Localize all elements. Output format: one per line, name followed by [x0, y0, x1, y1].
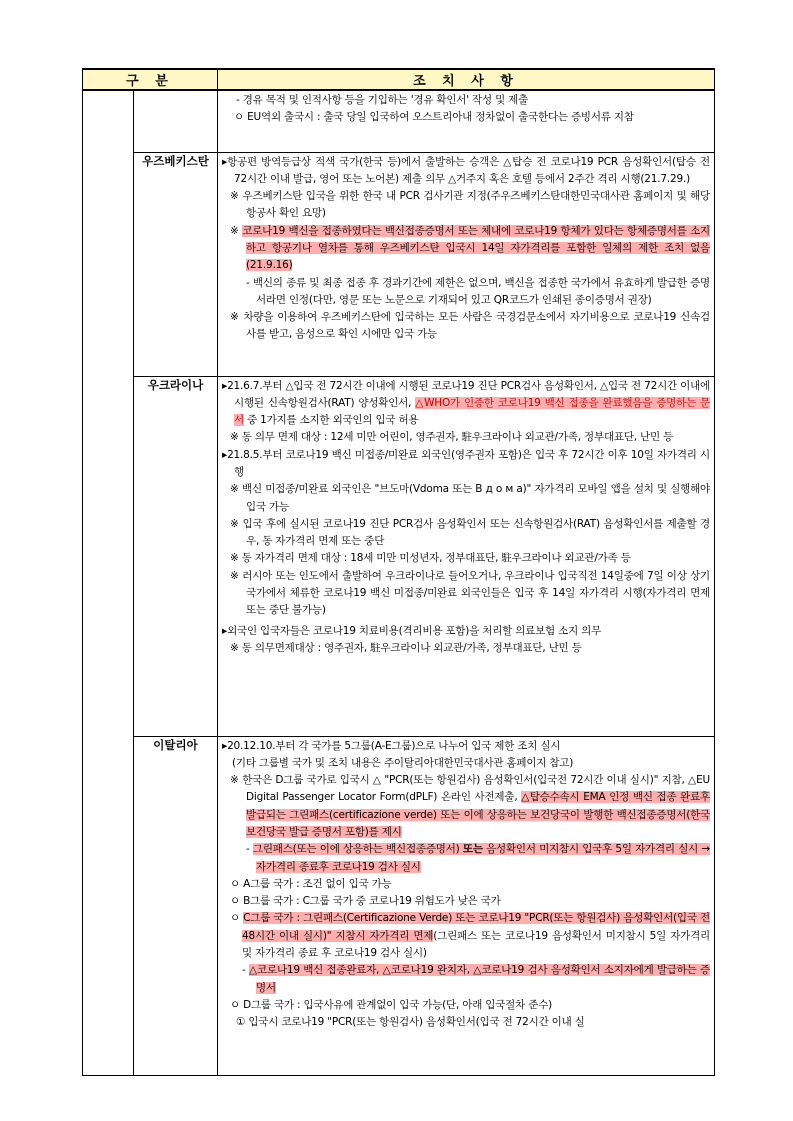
country-ukraine: 우크라이나: [134, 376, 218, 736]
ukr-p2: ※ 동 의무 면제 대상 : 12세 미만 어린이, 영주권자, 駐우크라이나 외교관/가족, 정부대표단, 난민 등: [230, 431, 674, 444]
ukr-p5: ※ 입국 후에 실시된 코로나19 진단 PCR검사 음성확인서 또는 신속항원검사(RAT) 음성확인서를 제출할 경우, 동 자가격리 면제 또는 중단: [230, 517, 710, 548]
ukr-p4: ※ 백신 미접종/미완료 외국인은 "브도마(Vdoma 또는 В д о м а)" 자가격리 모바일 앱을 설치 및 실행해야 입국 가능: [230, 483, 710, 513]
header-measures: 조 치 사 항: [218, 69, 715, 90]
ukr-p3: ▸21.8.5.부터 코로나19 백신 미접종/미완료 외국인(영주권자 포함)은 입국 후 72시간 이후 10일 자가격리 시행: [222, 448, 710, 478]
uzb-p5: ※ 차량을 이용하여 우즈베키스탄에 입국하는 모든 사람은 국경검문소에서 자기비용으로 코로나19 신속검사를 받고, 음성으로 확인 시에만 입국 가능: [230, 311, 710, 341]
ukr-p1: ▸21.6.7.부터 △입국 전 72시간 이내에 시행된 코로나19 진단 PCR검사 음성확인서, △입국 전 72시간 이내에 시행된 신속항원검사(RAT) 양성확인서, △WHO가 인증한 코로나19 백신 접종을 완료했음을 증명하는 문서 중 1가지를 소지한 외국인의 입국 허용: [222, 379, 710, 427]
table-row-italy: [83, 736, 715, 1075]
country-uzbekistan: 우즈베키스탄: [134, 152, 218, 376]
ita-p3: ※ 한국은 D그룹 국가로 입국시 △ "PCR(또는 항원검사) 음성확인서(입국전 72시간 이내 실시)" 지참, △EU Digital Passenger Locator Form(dPLF) 온라인 사전제출, △탑승수속시 EMA 인정 백신 접종 완료후 발급되는 그린패스(certificazione verde) 또는 이에 상응하는 보건당국이 발행한 백신접종증명서(한국 보건당국 발급 증명서 포함)를 제시: [230, 774, 711, 838]
eu-exit-text: ㅇ EU역외 출국시 : 출국 당일 입국하여 오스트리아내 정차없이 출국한다는 증빙서류 지참: [234, 111, 634, 124]
ukr-p8: ▸외국인 입국자들은 코로나19 치료비용(격리비용 포함)을 처리할 의료보험 소지 의무: [222, 624, 602, 637]
uzb-p2: ※ 우즈베키스탄 입국을 위한 한국 내 PCR 검사기관 지정(주우즈베키스탄대한민국대사관 홈페이지 및 해당 항공사 확인 요망): [230, 190, 710, 220]
ukraine-content: [218, 376, 715, 736]
table-row-uzbekistan: [83, 152, 715, 376]
region-cell: [83, 90, 134, 1075]
header-category: 구 분: [83, 69, 218, 90]
ita-p2: (기타 그룹별 국가 및 조치 내용은 주이탈리아대한민국대사관 홈페이지 참고): [232, 756, 574, 769]
table-row-top: [83, 90, 715, 152]
ita-p4: - 그린패스(또는 이에 상응하는 백신접종증명서) 또는 음성확인서 미지참시 입국후 5일 자가격리 실시 → 자가격리 종료후 코로나19 검사 실시: [246, 843, 710, 873]
transit-form-text: - 경유 목적 및 인적사항 등을 기입하는 '경유 확인서' 작성 및 제출: [236, 94, 529, 106]
top-content: [218, 90, 715, 152]
measures-table: [82, 68, 715, 1076]
uzbekistan-content: [218, 152, 715, 376]
uzb-p1: ▸항공편 방역등급상 적색 국가(한국 등)에서 출발하는 승객은 △탑승 전 코로나19 PCR 음성확인서(탑승 전 72시간 이내 발급, 영어 또는 노어본) 제출 의무 △거주지 혹은 호텔 등에서 2주간 격리 시행(21.7.29.): [222, 155, 710, 185]
ukr-p6: ※ 동 자가격리 면제 대상 : 18세 미만 미성년자, 정부대표단, 駐우크라이나 외교관/가족 등: [230, 552, 631, 565]
italy-content: [218, 736, 715, 1075]
country-italy: 이탈리아: [134, 736, 218, 1075]
ita-p6: ㅇ B그룹 국가 : C그룹 국가 중 코로나19 위험도가 낮은 국가: [230, 895, 501, 908]
uzb-p3: ※ 코로나19 백신을 접종하였다는 백신접종증명서 또는 체내에 코로나19 항체가 있다는 항체증명서를 소지하고 항공기나 열차를 통해 우즈베키스탄 입국시 14일 자가격리를 포함한 일체의 제한 조치 없음(21.9.16): [230, 224, 710, 272]
ita-p1: ▸20.12.10.부터 각 국가를 5그룹(A-E그룹)으로 나누어 입국 제한 조치 실시: [222, 739, 561, 752]
ita-p8: - △코로나19 백신 접종완료자, △코로나19 완치자, △코로나19 검사 음성확인서 소지자에게 발급하는 증명서: [242, 964, 710, 994]
ukr-p7: ※ 러시아 또는 인도에서 출발하여 우크라이나로 들어오거나, 우크라이나 입국직전 14일중에 7일 이상 상기 국가에서 체류한 코로나19 백신 미접종/미완료 외국인들은 입국 후 14일 자가격리 시행(자가격리 면제 또는 중단 불가능): [230, 569, 710, 617]
table-header-row: [83, 69, 715, 90]
ita-p7: ㅇ C그룹 국가 : 그린패스(Certificazione Verde) 또는 코로나19 "PCR(또는 항원검사) 음성확인서(입국 전 48시간 이내 실시)" 지참시 자가격리 면제(그린패스 또는 코로나19 음성확인서 미지참시 5일 자가격리 및 자가격리 종료 후 코로나19 검사 실시): [230, 912, 710, 960]
ita-p5: ㅇ A그룹 국가 : 조건 없이 입국 가능: [230, 877, 392, 890]
uzb-p4: - 백신의 종류 및 최종 접종 후 경과기간에 제한은 없으며, 백신을 접종한 국가에서 유효하게 발급한 증명서라면 인정(다만, 영문 또는 노문으로 기재되어 있고 QR코드가 인쇄된 종이증명서 권장): [246, 276, 710, 306]
country-cell-empty: [134, 90, 218, 152]
ukr-p9: ※ 동 의무면제대상 : 영주권자, 駐우크라이나 외교관/가족, 정부대표단, 난민 등: [230, 641, 582, 654]
ita-p9: ㅇ D그룹 국가 : 입국사유에 관계없이 입국 가능(단, 아래 입국절차 준수): [230, 998, 552, 1011]
table-row-ukraine: [83, 376, 715, 736]
ita-p10: ① 입국시 코로나19 "PCR(또는 항원검사) 음성확인서(입국 전 72시간 이내 실: [236, 1016, 585, 1029]
